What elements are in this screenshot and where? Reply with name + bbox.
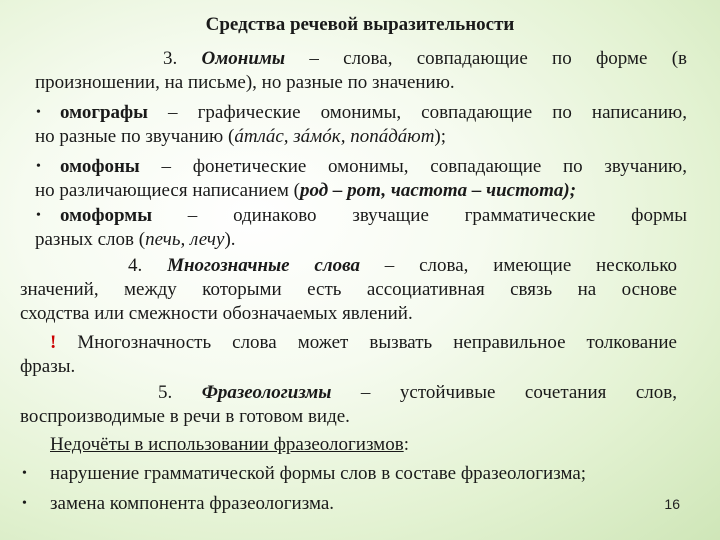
homoforms-line-1: [60, 204, 687, 228]
homophones-def-2: но различающиеся написанием (: [35, 180, 300, 201]
polysemous-def-1: – слова, имеющие несколько: [359, 255, 677, 276]
homoforms-def-2: разных слов (: [35, 229, 146, 250]
homophones-def-1: – фонетические омонимы, совпадающие по звучанию,: [139, 156, 687, 177]
homographs-line-2: [35, 125, 446, 149]
page-number: 16: [664, 496, 680, 512]
homophones-term: омофоны: [60, 156, 140, 177]
polysemous-def-3: сходства или смежности обозначаемых явлений.: [20, 303, 413, 324]
shortcoming-item-1: нарушение грамматической формы слов в составе фразеологизма;: [50, 463, 587, 484]
homoforms-def-1: – одинаково звучащие грамматические формы: [152, 205, 687, 226]
homographs-term: омографы: [60, 102, 149, 123]
homonyms-def-1: – слова, совпадающие по форме (в: [285, 48, 688, 69]
homographs-examples: áтлáс, зáмóк, попáдáют: [234, 126, 435, 147]
homonyms-def-2: произношении, на письме), но разные по значению.: [35, 72, 455, 93]
warning-text-2: фразы.: [20, 356, 76, 377]
warning-text-1: Многозначность слова может вызвать неправильное толкование: [56, 332, 677, 353]
warning-line-1: [50, 331, 677, 355]
bullet: •: [22, 496, 27, 511]
phraseologisms-line-1: [158, 381, 677, 405]
shortcomings-heading: Недочёты в использовании фразеологизмов: [50, 434, 404, 455]
polysemous-line-1: [128, 254, 677, 278]
homoforms-examples: печь, лечу: [145, 229, 225, 250]
warning-icon: !: [50, 332, 57, 353]
bullet: •: [22, 466, 27, 481]
bullet: •: [36, 159, 41, 174]
slide-title: Средства речевой выразительности: [205, 14, 515, 35]
homonyms-term: Омонимы: [201, 48, 286, 69]
homophones-line-2: [35, 179, 576, 203]
homophones-examples: род – рот, частота – чистота);: [299, 180, 577, 201]
phraseologisms-number: 5.: [158, 382, 173, 403]
phraseologisms-def-1: – устойчивые сочетания слов,: [331, 382, 677, 403]
homoforms-term: омоформы: [60, 205, 153, 226]
polysemous-term: Многозначные слова: [167, 255, 360, 276]
homonyms-number: 3.: [163, 48, 178, 69]
homographs-line-1: [60, 101, 687, 125]
shortcomings-heading-line: [50, 433, 409, 457]
homoforms-def-2-end: ).: [224, 229, 236, 250]
homophones-line-1: [60, 155, 687, 179]
bullet: •: [36, 105, 41, 120]
bullet: •: [36, 208, 41, 223]
shortcoming-item-2: замена компонента фразеологизма.: [50, 493, 335, 514]
polysemous-def-2: значений, между которыми есть ассоциативная связь на основе: [20, 279, 677, 300]
shortcomings-colon: :: [403, 434, 409, 455]
homographs-def-2: но разные по звучанию (: [35, 126, 235, 147]
polysemous-number: 4.: [128, 255, 143, 276]
homonyms-line-1: [163, 47, 687, 71]
homographs-def-1: – графические омонимы, совпадающие по написанию,: [148, 102, 687, 123]
phraseologisms-term: Фразеологизмы: [201, 382, 332, 403]
homoforms-line-2: [35, 228, 236, 252]
homographs-def-2-end: );: [434, 126, 447, 147]
phraseologisms-def-2: воспроизводимые в речи в готовом виде.: [20, 406, 350, 427]
